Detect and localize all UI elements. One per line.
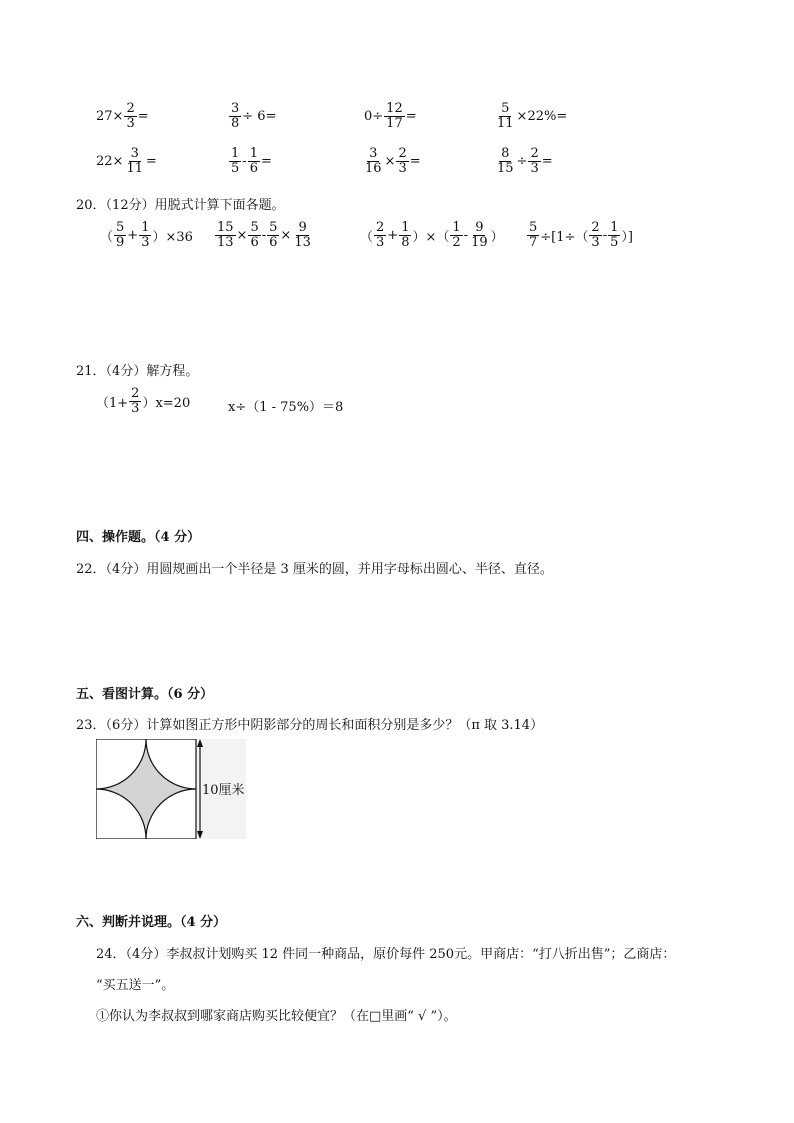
fraction: $\frac{1}{6}$ xyxy=(249,146,258,176)
figure-label: 10厘米 xyxy=(202,783,245,798)
q20-expression-1: （ $\frac{5}{9}$ + $\frac{1}{3}$ ）×36 xyxy=(100,220,193,250)
calc-item-3 xyxy=(364,102,417,130)
fraction: $\frac{5}{9}$ xyxy=(116,220,125,250)
fraction: $\frac{5}{6}$ xyxy=(250,220,259,250)
square-figure xyxy=(96,739,248,843)
calc-text: = xyxy=(260,153,272,169)
question-21-title: 21．（4分）解方程。 xyxy=(76,364,199,379)
fraction: $\frac{5}{7}$ xyxy=(529,220,538,250)
question-24-line-3: ①你认为李叔叔到哪家商店购买比较便宜？（在□里画“ √ ”）。 xyxy=(96,1009,457,1024)
calc-text: = xyxy=(541,153,553,169)
fraction: $\frac{2}{3}$ xyxy=(126,101,135,131)
question-24-line-1: 24．（4分）李叔叔计划购买 12 件同一种商品，原价每件 250元。甲商店：“打八折出售”；乙商店： xyxy=(96,947,676,962)
section-5-heading: 五、看图计算。（6 分） xyxy=(76,687,214,702)
equation-2: x÷（1 - 75%）＝8 xyxy=(228,400,344,415)
fraction: $\frac{1}{3}$ xyxy=(141,220,150,250)
fraction: $\frac{9}{19}$ xyxy=(471,220,488,250)
fraction: $\frac{3}{8}$ xyxy=(231,101,240,131)
section-4-heading: 四、操作题。（4 分） xyxy=(76,530,201,545)
calc-item-4 xyxy=(494,102,567,130)
fraction: $\frac{1}{8}$ xyxy=(401,220,410,250)
fraction: $\frac{9}{13}$ xyxy=(294,220,311,250)
question-23: 23．（6分）计算如图正方形中阴影部分的周长和面积分别是多少？（π 取 3.14） xyxy=(76,718,544,733)
fraction: $\frac{2}{3}$ xyxy=(131,386,140,416)
equation-1: （1+ $\frac{2}{3}$ ）x=20 xyxy=(96,386,191,416)
q20-expression-2: $\frac{15}{13}$ × $\frac{5}{6}$ - $\frac{5}{6}$ × $\frac{9}{13}$ xyxy=(217,220,311,250)
q20-expression-4: $\frac{5}{7}$ ÷[1÷（ $\frac{2}{3}$ - $\frac{1}{5}$ ）] xyxy=(529,220,633,250)
question-24-line-2: “买五送一”。 xyxy=(96,978,175,993)
question-20-title: 20．（12分）用脱式计算下面各题。 xyxy=(76,198,285,213)
calc-item-2 xyxy=(228,102,276,130)
fraction: $\frac{5}{11}$ xyxy=(497,101,514,131)
calc-text: = xyxy=(405,108,417,124)
fraction: $\frac{2}{3}$ xyxy=(376,220,385,250)
calc-text: ×22%= xyxy=(516,108,568,124)
calc-text: ÷ xyxy=(516,153,528,169)
fraction: $\frac{1}{5}$ xyxy=(610,220,619,250)
fraction: $\frac{1}{5}$ xyxy=(231,146,240,176)
q20-expression-3: （ $\frac{2}{3}$ + $\frac{1}{8}$ ）×（ $\frac{1}{2}$ - $\frac{9}{19}$ ） xyxy=(360,220,504,250)
calc-item-5 xyxy=(96,147,157,175)
fraction: $\frac{8}{15}$ xyxy=(497,146,514,176)
section-6-heading: 六、判断并说理。（4 分） xyxy=(76,915,227,930)
calc-text: = xyxy=(409,153,421,169)
fraction: $\frac{15}{13}$ xyxy=(217,220,234,250)
question-22: 22．（4分）用圆规画出一个半径是 3 厘米的圆，并用字母标出圆心、半径、直径。 xyxy=(76,562,553,577)
calc-text: 0÷ xyxy=(364,108,384,124)
calc-text: = xyxy=(137,108,149,124)
calc-text: ÷ 6= xyxy=(242,108,277,124)
fraction: $\frac{2}{3}$ xyxy=(591,220,600,250)
calc-item-6 xyxy=(228,147,272,175)
calc-item-1 xyxy=(96,102,149,130)
calc-item-8 xyxy=(494,147,553,175)
calc-text: = xyxy=(145,153,157,169)
fraction: $\frac{12}{17}$ xyxy=(386,101,403,131)
fraction: $\frac{3}{11}$ xyxy=(126,146,143,176)
calc-text: × xyxy=(384,153,396,169)
fraction: $\frac{1}{2}$ xyxy=(452,220,461,250)
fraction: $\frac{2}{3}$ xyxy=(530,146,539,176)
calc-text: 22× xyxy=(96,153,124,169)
calc-text: - xyxy=(242,153,247,169)
calc-item-7 xyxy=(362,147,421,175)
fraction: $\frac{2}{3}$ xyxy=(398,146,407,176)
calc-text: 27× xyxy=(96,108,124,124)
fraction: $\frac{3}{16}$ xyxy=(365,146,382,176)
fraction: $\frac{5}{6}$ xyxy=(269,220,278,250)
